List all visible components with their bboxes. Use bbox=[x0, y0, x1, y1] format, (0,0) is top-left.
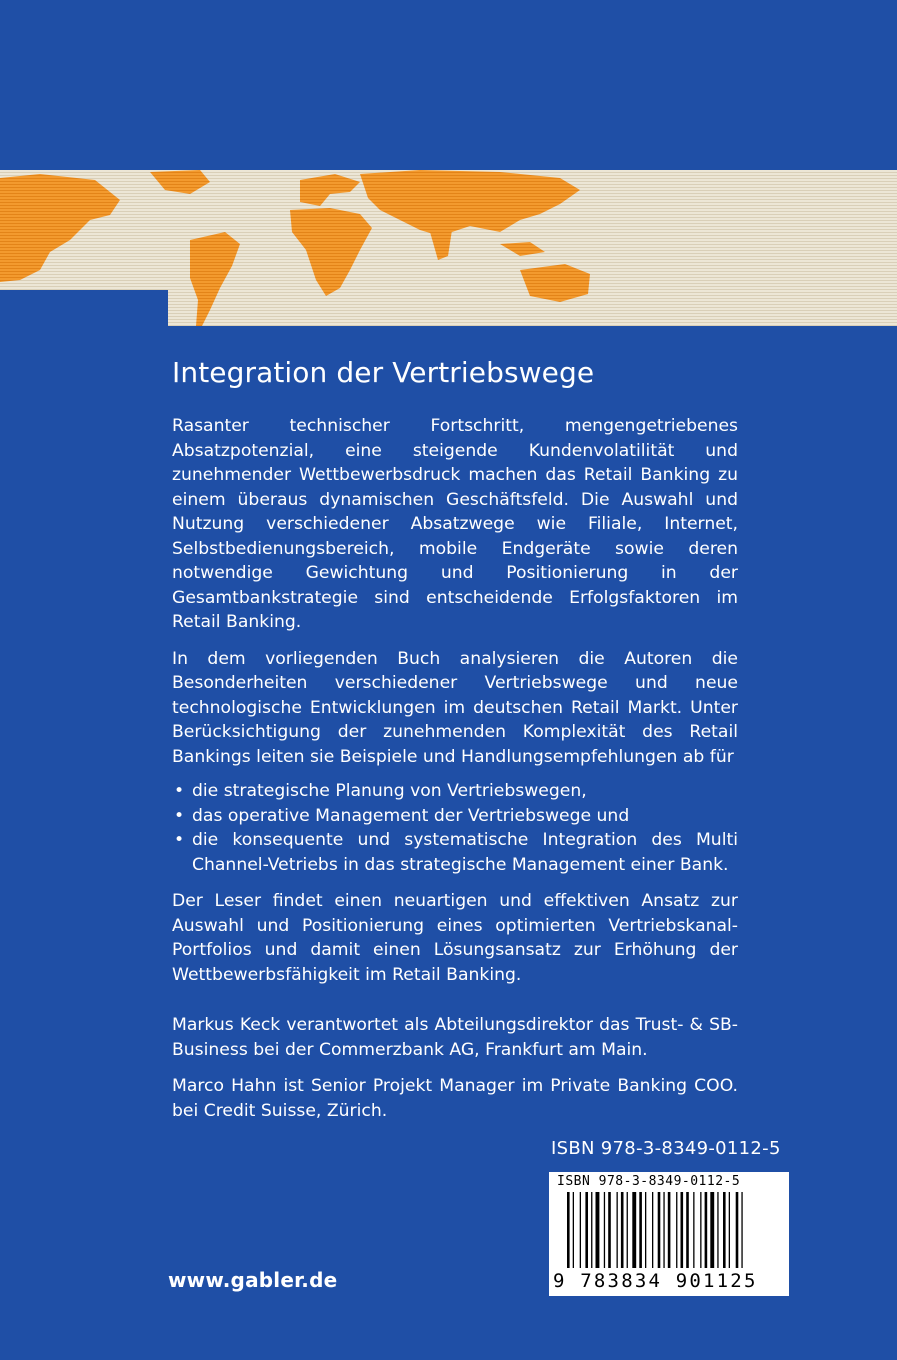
barcode bbox=[549, 1172, 789, 1296]
recommendation-list bbox=[172, 779, 738, 877]
book-title: Integration der Vertriebswege bbox=[172, 356, 595, 389]
isbn-label: ISBN 978-3-8349-0112-5 bbox=[551, 1138, 781, 1159]
barcode-digits: 9 783834 901125 bbox=[553, 1270, 758, 1292]
closing-paragraph: Der Leser findet einen neuartigen und effektiven Ansatz zur Auswahl und Positionierung eines optimierten Vertriebskanal-Portfolios und damit einen Lösungsansatz zur Erhöhung der Wettbewerbsfähigkeit im Retail Banking. bbox=[172, 891, 738, 985]
barcode-bars bbox=[567, 1192, 773, 1272]
description-paragraph: Rasanter technischer Fortschritt, mengengetriebenes Absatzpotenzial, eine steigende Kundenvolatilität und zunehmender Wettbewerbsdruck machen das Retail Banking zu einem überaus dynamischen Geschäftsfeld. Die Auswahl und Nutzung verschiedener Absatzwege wie Filiale, Internet, Selbstbedienungsbereich, mobile Endgeräte sowie deren notwendige Gewichtung und Positionierung in der Gesamtbankstrategie sind entscheidende Erfolgsfaktoren im Retail Banking. bbox=[172, 416, 738, 632]
author-bio: Markus Keck verantwortet als Abteilungsdirektor das Trust- & SB-Business bei der Commerzbank AG, Frankfurt am Main. bbox=[172, 1015, 738, 1060]
author-bio: Marco Hahn ist Senior Projekt Manager im Private Banking COO. bei Credit Suisse, Zürich. bbox=[172, 1076, 738, 1121]
back-cover-text bbox=[172, 354, 738, 1135]
list-item: • das operative Management der Vertriebswege und bbox=[172, 804, 738, 829]
world-map-banner bbox=[0, 170, 897, 326]
description-paragraph: In dem vorliegenden Buch analysieren die Autoren die Besonderheiten verschiedener Vertriebswege und neue technologische Entwicklungen im deutschen Retail Markt. Unter Berücksichtigung der zunehmenden Komplexität des Retail Bankings leiten sie Beispiele und Handlungsempfehlungen ab für bbox=[172, 648, 738, 767]
list-item: • die strategische Planung von Vertriebswegen, bbox=[172, 779, 738, 804]
barcode-isbn: ISBN 978-3-8349-0112-5 bbox=[557, 1174, 741, 1189]
list-item: • die konsequente und systematische Integration des Multi Channel-Vetriebs in das strategische Management einer Bank. bbox=[172, 828, 738, 877]
publisher-url[interactable]: www.gabler.de bbox=[168, 1268, 338, 1292]
